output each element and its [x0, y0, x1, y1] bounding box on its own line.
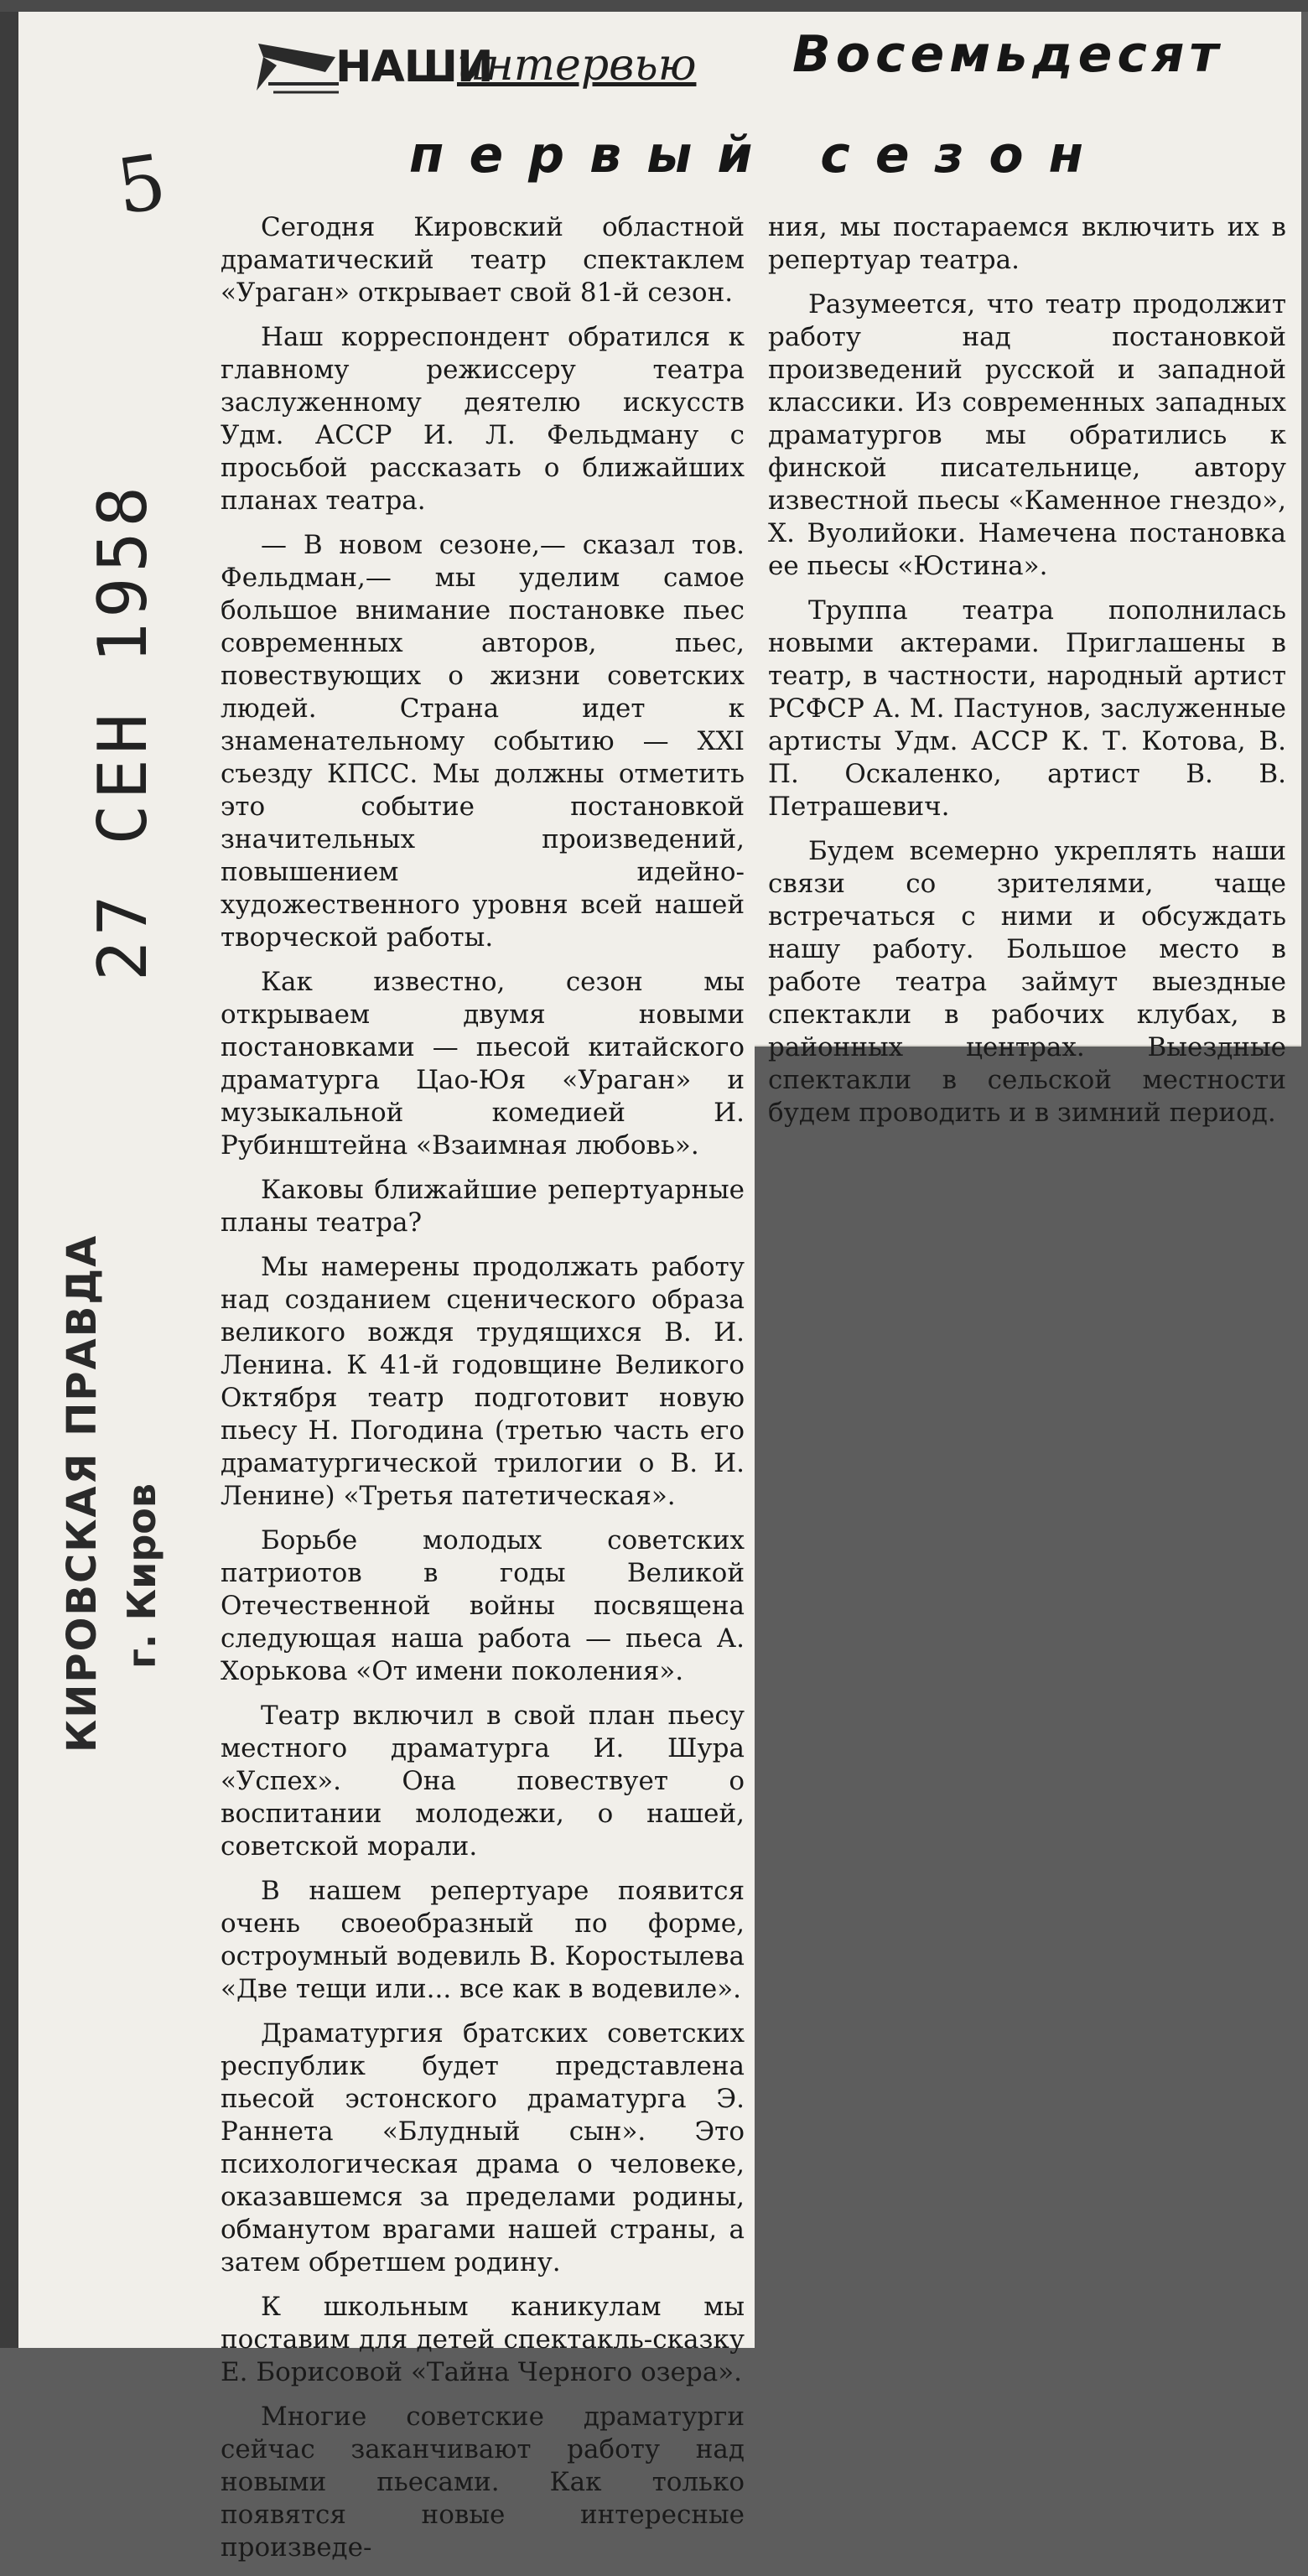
paragraph: Наш корреспондент обратился к главному режиссеру театра заслуженному деятелю искусств Удм. АССР И. Л. Фельдману с просьбой рассказать о ближайших планах театра.	[221, 322, 745, 516]
scan-border-left	[0, 0, 18, 2348]
paragraph: Драматургия братских советских республик будет представлена пьесой эстонского драматурга Э. Раннета «Блудный сын». Это психологическая драма о человеке, оказавшемся за пределами родины, обманутом врагами нашей страны, а затем обретшем родину.	[221, 2018, 745, 2277]
paragraph: Каковы ближайшие репертуарные планы театра?	[221, 1175, 745, 1238]
paragraph: Борьбе молодых советских патриотов в годы Великой Отечественной войны посвящена следующая наша работа — пьеса А. Хорькова «От имени поколения».	[221, 1525, 745, 1686]
handwritten-mark: 5	[111, 138, 172, 232]
paragraph: Разумеется, что театр продолжит работу над постановкой произведений русской и западной классики. Из современных западных драматургов мы обратились к финской писательнице, автору известной пьесы «Каменное гнездо», Х. Вуолийоки. Намечена постановка ее пьесы «Юстина».	[768, 289, 1286, 581]
rubric-logo	[252, 25, 721, 117]
paragraph: К школьным каникулам мы поставим для детей спектакль-сказку Е. Борисовой «Тайна Черного озера».	[221, 2292, 745, 2387]
date-stamp: 27 СЕН 1958	[84, 481, 162, 981]
article-column-2	[768, 211, 1286, 1141]
scan-border-top	[0, 0, 1308, 12]
rubric-subtitle: интервью	[457, 40, 697, 91]
paragraph: Труппа театра пополнилась новыми актерами. Приглашены в театр, в частности, народный артист РСФСР А. М. Пастунов, заслуженные артисты Удм. АССР К. Т. Котова, В. П. Оскаленко, артист В. В. Петрашевич.	[768, 595, 1286, 822]
paragraph: Мы намерены продолжать работу над созданием сценического образа великого вождя трудящихся В. И. Ленина. К 41-й годовщине Великого Октября театр подготовит новую пьесу Н. Погодина (третью часть его драматургической трилогии о В. И. Ленине) «Третья патетическая».	[221, 1252, 745, 1511]
paragraph: Многие советские драматурги сейчас заканчивают работу над новыми пьесами. Как только появятся новые интересные произведе-	[221, 2402, 745, 2563]
paragraph: Будем всемерно укреплять наши связи со зрителями, чаще встречаться с ними и обсуждать нашу работу. Большое место в работе театра займут выездные спектакли в рабочих клубах, в районных центрах. Выездные спектакли в сельской местности будем проводить и в зимний период.	[768, 836, 1286, 1128]
headline-line-2: первый сезон	[409, 126, 1109, 184]
paragraph: ния, мы постараемся включить их в репертуар театра.	[768, 212, 1286, 275]
article-column-1	[221, 211, 745, 2576]
paragraph: В нашем репертуаре появится очень своеобразный по форме, остроумный водевиль В. Коростылева «Две тещи или... все как в водевиле».	[221, 1876, 745, 2004]
rubric-title: НАШИ	[335, 42, 493, 92]
headline-line-1: Восемьдесят	[792, 25, 1224, 84]
pen-icon	[252, 32, 344, 107]
paragraph: — В новом сезоне,— сказал тов. Фельдман,— мы уделим самое большое внимание постановке пьес современных авторов, пьес, повествующих о жизни советских людей. Страна идет к знаменательному событию — XXI съезду КПСС. Мы должны отметить это событие постановкой значительных произведений, повышением идейно-художественного уровня всей нашей творческой работы.	[221, 530, 745, 953]
city-stamp: г. Киров	[119, 1483, 164, 1669]
paragraph: Сегодня Кировский областной драматический театр спектаклем «Ураган» открывает свой 81-й сезон.	[221, 212, 745, 308]
paragraph: Театр включил в свой план пьесу местного драматурга И. Шура «Успех». Она повествует о воспитании молодежи, о нашей, советской морали.	[221, 1701, 745, 1862]
newspaper-stamp: КИРОВСКАЯ ПРАВДА	[59, 1233, 106, 1753]
paragraph: Как известно, сезон мы открываем двумя новыми постановками — пьесой китайского драматурга Цао-Юя «Ураган» и музыкальной комедией И. Рубинштейна «Взаимная любовь».	[221, 967, 745, 1161]
